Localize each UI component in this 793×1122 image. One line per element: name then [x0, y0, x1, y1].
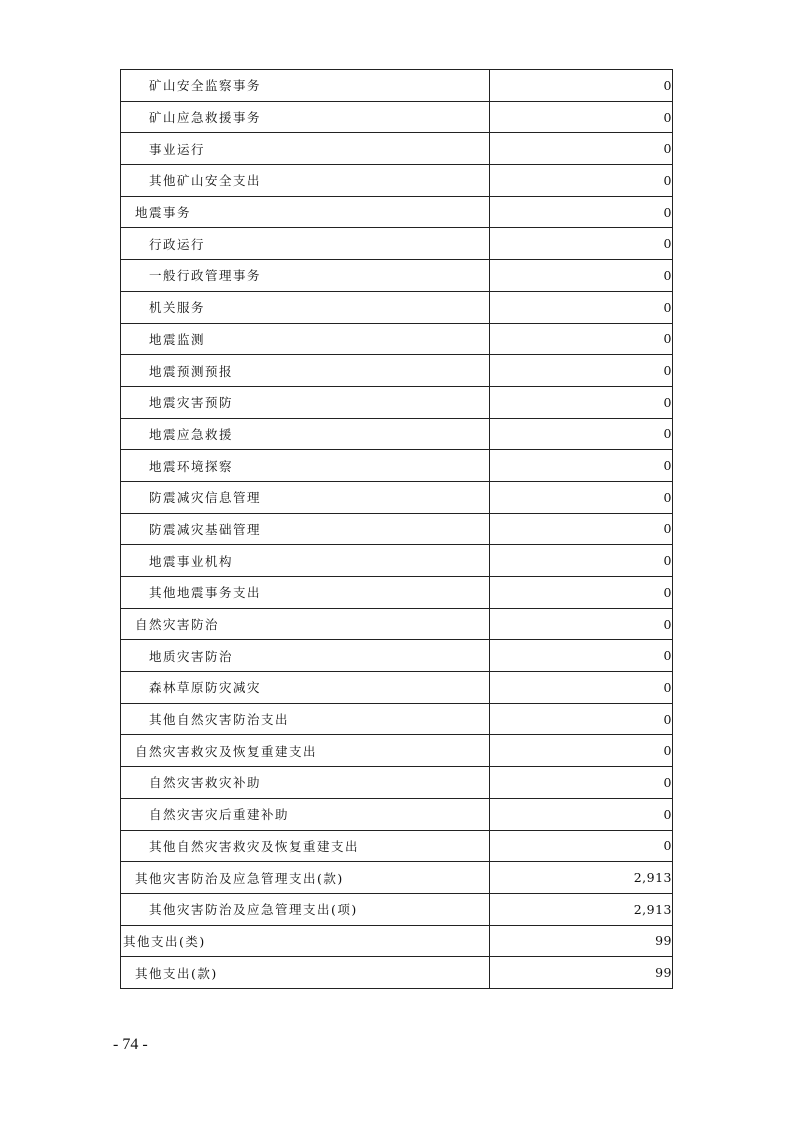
row-item-value: 0 — [490, 545, 673, 577]
row-item-value: 0 — [490, 101, 673, 133]
row-item-name: 地震环境探察 — [121, 450, 490, 482]
row-item-value: 0 — [490, 323, 673, 355]
table-row — [121, 101, 673, 133]
row-item-value: 0 — [490, 133, 673, 165]
table-row — [121, 450, 673, 482]
row-item-name: 地震事务 — [121, 196, 490, 228]
row-item-name: 地震预测预报 — [121, 355, 490, 387]
row-item-value: 0 — [490, 228, 673, 260]
row-item-name: 机关服务 — [121, 291, 490, 323]
table-body — [121, 70, 673, 989]
row-item-value: 0 — [490, 386, 673, 418]
row-item-name: 矿山安全监察事务 — [121, 70, 490, 102]
row-item-name: 防震减灾基础管理 — [121, 513, 490, 545]
row-item-name: 其他自然灾害防治支出 — [121, 703, 490, 735]
row-item-value: 0 — [490, 672, 673, 704]
table-row — [121, 355, 673, 387]
table-row — [121, 386, 673, 418]
table-row — [121, 70, 673, 102]
row-item-name: 事业运行 — [121, 133, 490, 165]
row-item-value: 2,913 — [490, 862, 673, 894]
row-item-name: 自然灾害防治 — [121, 608, 490, 640]
row-item-name: 地震事业机构 — [121, 545, 490, 577]
table-row — [121, 703, 673, 735]
row-item-value: 0 — [490, 165, 673, 197]
table-row — [121, 893, 673, 925]
row-item-name: 地质灾害防治 — [121, 640, 490, 672]
row-item-name: 其他矿山安全支出 — [121, 165, 490, 197]
row-item-name: 自然灾害灾后重建补助 — [121, 798, 490, 830]
row-item-name: 行政运行 — [121, 228, 490, 260]
table-row — [121, 925, 673, 957]
row-item-value: 0 — [490, 291, 673, 323]
table-row — [121, 862, 673, 894]
row-item-name: 其他自然灾害救灾及恢复重建支出 — [121, 830, 490, 862]
table-row — [121, 513, 673, 545]
table-row — [121, 798, 673, 830]
row-item-value: 0 — [490, 830, 673, 862]
table-row — [121, 133, 673, 165]
table-row — [121, 608, 673, 640]
table-row — [121, 196, 673, 228]
row-item-name: 一般行政管理事务 — [121, 260, 490, 292]
page-number: - 74 - — [113, 1036, 148, 1053]
row-item-name: 矿山应急救援事务 — [121, 101, 490, 133]
row-item-name: 其他灾害防治及应急管理支出(款) — [121, 862, 490, 894]
table-row — [121, 228, 673, 260]
row-item-value: 0 — [490, 260, 673, 292]
table-row — [121, 640, 673, 672]
row-item-value: 99 — [490, 957, 673, 989]
table-row — [121, 418, 673, 450]
row-item-value: 0 — [490, 450, 673, 482]
row-item-value: 0 — [490, 355, 673, 387]
row-item-name: 自然灾害救灾补助 — [121, 767, 490, 799]
row-item-value: 0 — [490, 640, 673, 672]
table-row — [121, 767, 673, 799]
table-row — [121, 957, 673, 989]
table-row — [121, 260, 673, 292]
row-item-value: 0 — [490, 418, 673, 450]
row-item-name: 自然灾害救灾及恢复重建支出 — [121, 735, 490, 767]
row-item-value: 0 — [490, 798, 673, 830]
budget-table — [120, 69, 673, 989]
table-row — [121, 323, 673, 355]
row-item-value: 2,913 — [490, 893, 673, 925]
row-item-name: 森林草原防灾减灾 — [121, 672, 490, 704]
table-row — [121, 545, 673, 577]
row-item-name: 其他支出(类) — [121, 925, 490, 957]
row-item-name: 地震监测 — [121, 323, 490, 355]
row-item-value: 0 — [490, 481, 673, 513]
row-item-name: 其他地震事务支出 — [121, 577, 490, 609]
row-item-value: 0 — [490, 767, 673, 799]
row-item-value: 0 — [490, 70, 673, 102]
row-item-value: 0 — [490, 513, 673, 545]
row-item-value: 0 — [490, 703, 673, 735]
row-item-name: 地震灾害预防 — [121, 386, 490, 418]
row-item-value: 0 — [490, 608, 673, 640]
row-item-name: 其他支出(款) — [121, 957, 490, 989]
table-row — [121, 291, 673, 323]
row-item-name: 防震减灾信息管理 — [121, 481, 490, 513]
table-row — [121, 481, 673, 513]
row-item-value: 0 — [490, 577, 673, 609]
table-row — [121, 577, 673, 609]
row-item-value: 99 — [490, 925, 673, 957]
table-row — [121, 735, 673, 767]
table-row — [121, 830, 673, 862]
table-row — [121, 672, 673, 704]
row-item-name: 地震应急救援 — [121, 418, 490, 450]
row-item-name: 其他灾害防治及应急管理支出(项) — [121, 893, 490, 925]
table-row — [121, 165, 673, 197]
row-item-value: 0 — [490, 196, 673, 228]
row-item-value: 0 — [490, 735, 673, 767]
